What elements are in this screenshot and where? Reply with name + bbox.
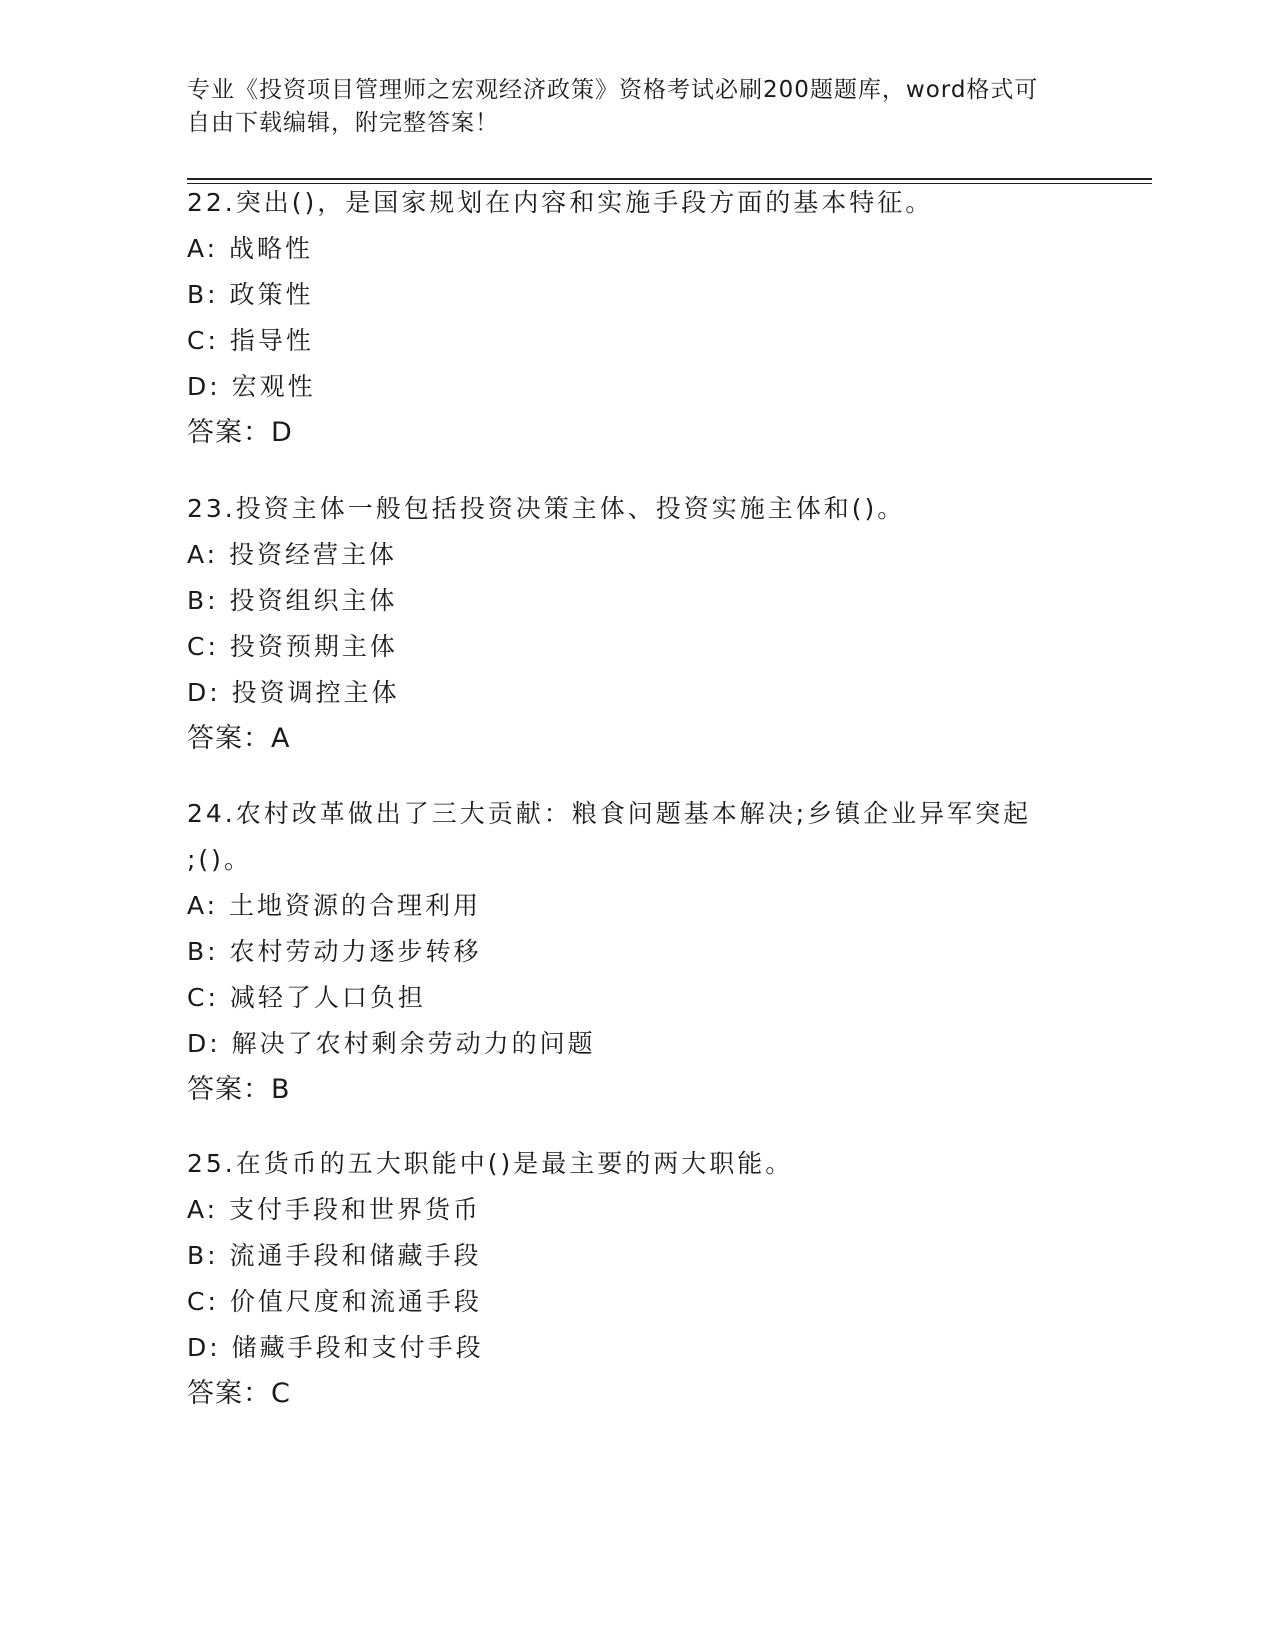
option-a: A: 投资经营主体 bbox=[187, 540, 398, 569]
answer-line: 答案：B bbox=[187, 1074, 291, 1105]
answer-line: 答案：C bbox=[187, 1378, 291, 1409]
header-line-1: 专业《投资项目管理师之宏观经济政策》资格考试必刷200题题库，word格式可 bbox=[187, 77, 1039, 103]
answer-line: 答案：A bbox=[187, 723, 291, 754]
question-24 bbox=[187, 791, 1067, 1113]
option-d: D: 投资调控主体 bbox=[187, 678, 400, 707]
option-a: A: 支付手段和世界货币 bbox=[187, 1195, 482, 1224]
question-25 bbox=[187, 1141, 1067, 1417]
option-b: B: 政策性 bbox=[187, 280, 314, 309]
question-stem: 25.在货币的五大职能中()是最主要的两大职能。 bbox=[187, 1149, 794, 1178]
option-c: C: 指导性 bbox=[187, 326, 314, 355]
option-b: B: 投资组织主体 bbox=[187, 586, 398, 615]
question-stem: 22.突出()，是国家规划在内容和实施手段方面的基本特征。 bbox=[187, 188, 934, 217]
question-stem: 23.投资主体一般包括投资决策主体、投资实施主体和()。 bbox=[187, 494, 906, 523]
question-23 bbox=[187, 486, 1067, 762]
option-a: A: 战略性 bbox=[187, 234, 314, 263]
option-a: A: 土地资源的合理利用 bbox=[187, 891, 482, 920]
option-c: C: 价值尺度和流通手段 bbox=[187, 1287, 482, 1316]
document-header bbox=[187, 74, 1067, 140]
question-22 bbox=[187, 180, 1067, 456]
option-d: D: 储藏手段和支付手段 bbox=[187, 1333, 484, 1362]
header-line-2: 自由下载编辑，附完整答案！ bbox=[187, 110, 499, 136]
question-stem-line-2: ;()。 bbox=[187, 845, 252, 874]
option-b: B: 流通手段和储藏手段 bbox=[187, 1241, 482, 1270]
option-d: D: 解决了农村剩余劳动力的问题 bbox=[187, 1029, 596, 1058]
option-c: C: 投资预期主体 bbox=[187, 632, 398, 661]
option-c: C: 减轻了人口负担 bbox=[187, 983, 426, 1012]
question-stem-line-1: 24.农村改革做出了三大贡献：粮食问题基本解决;乡镇企业异军突起 bbox=[187, 799, 1032, 828]
option-b: B: 农村劳动力逐步转移 bbox=[187, 937, 482, 966]
answer-line: 答案：D bbox=[187, 417, 293, 448]
option-d: D: 宏观性 bbox=[187, 372, 316, 401]
